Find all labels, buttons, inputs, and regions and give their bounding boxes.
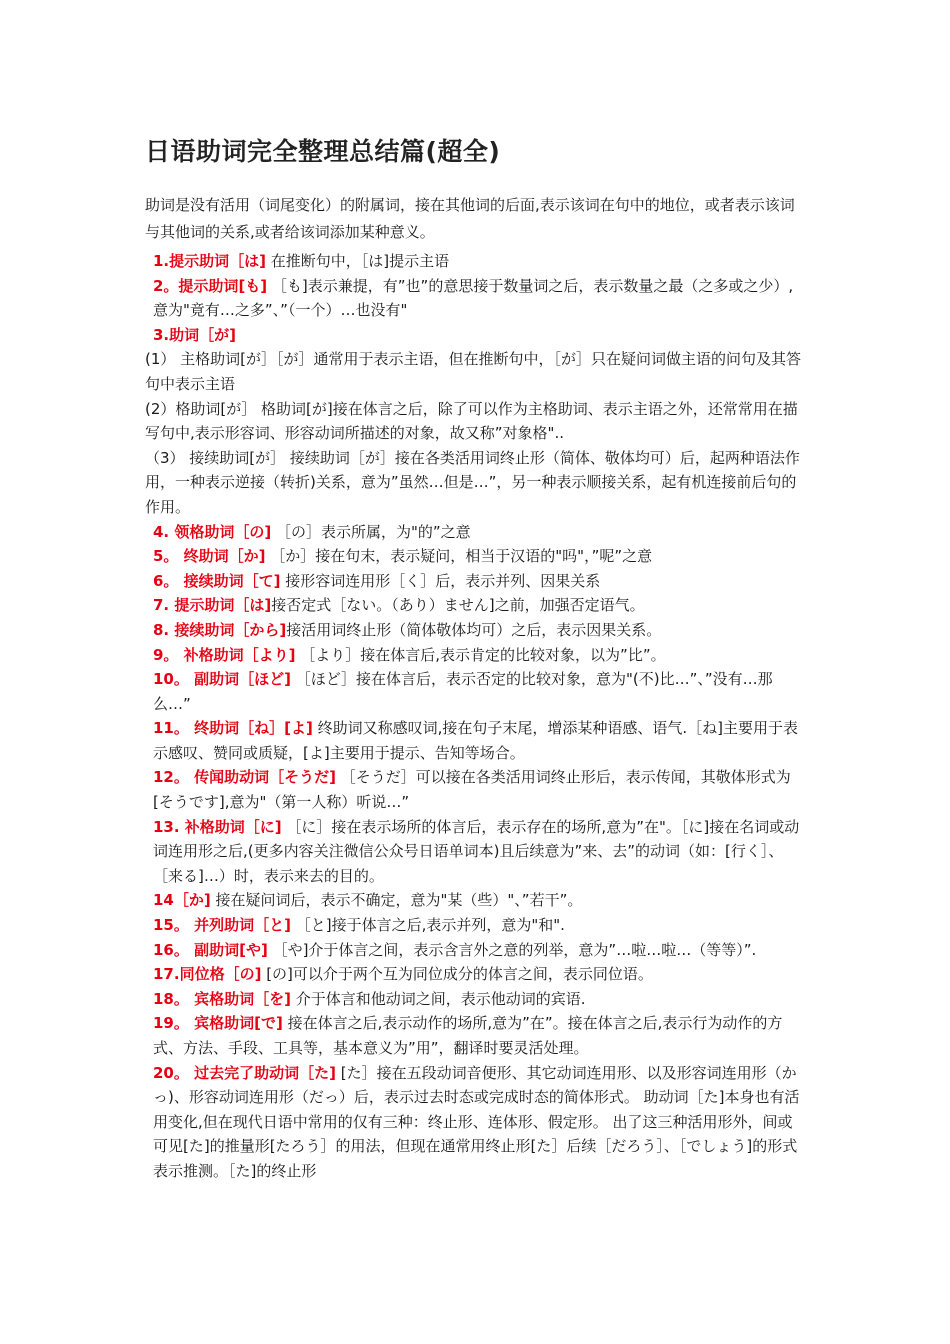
entry-heading: 13. 补格助词［に] [153, 817, 282, 836]
entry-text: [の]可以介于两个互为同位成分的体言之间，表示同位语。 [261, 965, 653, 984]
entry-paragraph [145, 987, 805, 1012]
entry-heading: 3.助词［が] [153, 325, 236, 344]
entry-paragraph [145, 962, 805, 987]
entry-paragraph [145, 938, 805, 963]
entry-text: 终助词又称感叹词,接在句子末尾，增添某种语感、语气.［ね]主要用于表示感叹、赞同或质疑，[よ]主要用于提示、告知等场合。 [153, 719, 798, 762]
entry-paragraph [145, 815, 805, 889]
entry-heading: 8. 接续助词［から] [153, 620, 287, 639]
entry-paragraph [145, 913, 805, 938]
entry-heading: 12。 传闻助动词［そうだ] [153, 768, 336, 787]
entry-paragraph [145, 446, 805, 520]
entry-heading: 11。 终助词［ね］[よ] [153, 719, 313, 738]
entry-paragraph [145, 888, 805, 913]
entry-paragraph [145, 765, 805, 814]
entry-heading: 18。 宾格助词［を] [153, 989, 291, 1008]
entry-heading: 15。 并列助词［と] [153, 916, 291, 935]
entry-text: 接形容词连用形［く］后，表示并列、因果关系 [280, 571, 601, 590]
entry-heading: 16。 副助词[や] [153, 940, 268, 959]
entry-text: ［と]接于体言之后,表示并列，意为"和". [290, 916, 565, 935]
entry-text: (1） 主格助词[が］［が］通常用于表示主语，但在推断句中，［が］只在疑问词做主语的问句及其答句中表示主语 [145, 350, 802, 393]
entry-heading: 20。 过去完了助动词［た] [153, 1063, 336, 1082]
entry-text: 接在体言之后,表示动作的场所,意为”在”。接在体言之后,表示行为动作的方式、方法、手段、工具等，基本意义为”用”，翻译时要灵活处理。 [153, 1014, 783, 1057]
entry-heading: 5。 终助词［か] [153, 547, 266, 566]
entry-text: ［に］接在表示场所的体言后，表示存在的场所,意为”在"。［に]接在名词或动词连用形之后,(更多内容关注微信公众号日语单词本)且后续意为”来、去”的动词（如：[行く］、［来る]…）时，表示来去的目的。 [153, 817, 800, 885]
entry-heading: 1.提示助词［は] [153, 252, 266, 270]
entry-paragraph [145, 274, 805, 323]
entry-paragraph [145, 569, 805, 594]
entry-paragraph [145, 249, 805, 274]
document-title: 日语助词完全整理总结篇(超全) [145, 137, 501, 166]
entry-paragraph [145, 716, 805, 765]
entry-text: (2）格助词[が］ 格助词[が]接在体言之后，除了可以作为主格助词、表示主语之外，还常常用在描写句中,表示形容词、形容动词所描述的对象，故又称”对象格".. [145, 399, 798, 443]
entry-heading: 4. 领格助词［の] [153, 522, 272, 541]
entry-heading: 6。 接续助词［て] [153, 571, 281, 590]
entry-paragraph [145, 667, 805, 716]
document-page [145, 132, 805, 1184]
entry-text: 介于体言和他动词之间，表示他动词的宾语. [290, 989, 586, 1008]
entry-heading: 19。 宾格助词[で] [153, 1014, 283, 1033]
entry-heading: 2。提示助词[も] [153, 276, 268, 295]
entry-paragraph [145, 643, 805, 668]
entry-paragraph [145, 397, 805, 446]
entry-heading: 17.同位格［の] [153, 965, 262, 984]
entry-heading: 9。 补格助词［より] [153, 645, 296, 664]
entry-text: 在推断句中，［は]提示主语 [266, 252, 450, 270]
entry-heading: 10。 副助词［ほど] [153, 670, 291, 689]
entry-text: 接活用词终止形（简体敬体均可）之后，表示因果关系。 [286, 620, 662, 639]
entry-paragraph [145, 1011, 805, 1060]
entry-text: ［そうだ］可以接在各类活用词终止形后，表示传闻，其敬体形式为[そうです],意为"（第一人称）听说…” [153, 768, 791, 812]
entry-text: ［より］接在体言后,表示肯定的比较对象，以为”比”。 [295, 645, 666, 664]
entry-text: ［や]介于体言之间，表示含言外之意的列举，意为”…啦…啦…（等等）”. [267, 940, 757, 959]
entry-text: ［の］表示所属，为"的”之意 [271, 522, 471, 541]
entry-text: [た］接在五段动词音便形、其它动词连用形、以及形容词连用形（かっ)、形容动词连用形（だっ）后，表示过去时态或完成时态的简体形式。 助动词［た]本身也有活用变化,但在现代日语中常用的仅有三种：终止形、连体形、假定形。 出了这三种活用形外，间或可见[た]的推量形[たろう］的用法，但现在通常用终止形[た］后续［だろう］、［でしょう]的形式表示推测。［た]的终止形 [153, 1063, 800, 1180]
entry-paragraph [145, 544, 805, 569]
entry-paragraph [145, 593, 805, 618]
entry-paragraph [145, 1061, 805, 1184]
entry-text: ［か］接在句末，表示疑问，相当于汉语的"吗"，”呢”之意 [265, 547, 653, 566]
entry-text: ［ほど］接在体言后，表示否定的比较对象，意为"(不)比…”、”没有…那么…” [153, 670, 773, 713]
entry-text: 接在疑问词后，表示不确定，意为"某（些）"、”若干”。 [210, 891, 583, 910]
entry-paragraph [145, 323, 805, 348]
entry-text: 接否定式［ない。（あり）ません]之前，加强否定语气。 [271, 596, 645, 615]
entry-paragraph [145, 347, 805, 396]
entry-text: （3） 接续助词[が］ 接续助词［が］接在各类活用词终止形（简体、敬体均可）后，起两种语法作用，一种表示逆接（转折)关系，意为”虽然…但是…”，另一种表示顺接关系，起有机连接前后句的作用。 [145, 448, 800, 516]
intro-paragraph: 助词是没有活用（词尾变化）的附属词，接在其他词的后面,表示该词在句中的地位，或者表示该词与其他词的关系,或者给该词添加某种意义。 [145, 196, 795, 241]
entry-paragraph [145, 618, 805, 643]
entries-list [145, 249, 805, 1184]
entry-heading: 7. 提示助词［は] [153, 596, 272, 615]
entry-paragraph [145, 520, 805, 545]
entry-text: ［も]表示兼提，有”也”的意思接于数量词之后，表示数量之最（之多或之少）,意为"竟有…之多”、”（一个）…也没有" [153, 276, 794, 320]
entry-heading: 14［か] [153, 891, 211, 910]
